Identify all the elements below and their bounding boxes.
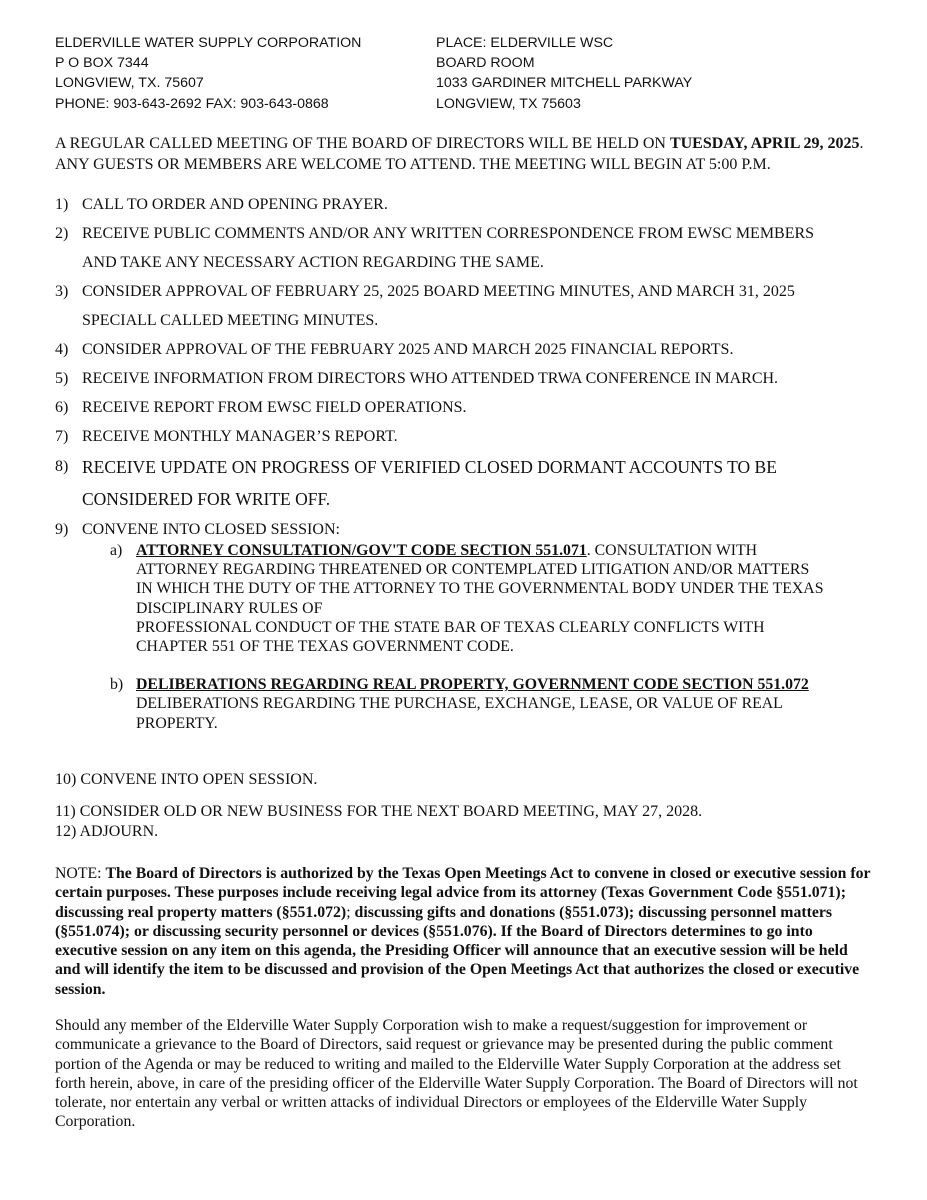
- subitem: [110, 675, 880, 733]
- agenda-item: [55, 451, 905, 515]
- agenda-item: [55, 219, 905, 277]
- item-text: CONVENE INTO CLOSED SESSION:: [82, 521, 340, 538]
- agenda-item: [55, 190, 905, 219]
- subitem-heading: DELIBERATIONS REGARDING REAL PROPERTY, GOVERNMENT CODE SECTION 551.072: [136, 676, 809, 694]
- item-text: RECEIVE MONTHLY MANAGER’S REPORT.: [82, 428, 398, 445]
- item-text: SPECIALL CALLED MEETING MINUTES.: [82, 312, 379, 329]
- item-number: 9): [55, 521, 69, 538]
- item-number: 6): [55, 399, 69, 416]
- agenda-item: [55, 364, 905, 393]
- agenda-item: [55, 277, 905, 335]
- subitem-letter: a): [110, 542, 123, 559]
- item-text: RECEIVE REPORT FROM EWSC FIELD OPERATIONS.: [82, 399, 467, 416]
- item-text: CONSIDER APPROVAL OF FEBRUARY 25, 2025 BOARD MEETING MINUTES, AND MARCH 31, 2025: [82, 283, 795, 300]
- item-number: 5): [55, 370, 69, 387]
- agenda-item: [55, 515, 905, 544]
- organization-address-block: [55, 33, 361, 114]
- subitem: a) ATTORNEY CONSULTATION/GOV'T CODE SECTION 551.071. CONSULTATION WITH ATTORNEY REGARDING THREATENED OR CONTEMPLATED LITIGATION AND/OR MATTERS IN WHICH THE DUTY OF THE ATTORNEY TO THE GOVERNMENTAL BODY UNDER THE TEXAS DISCIPLINARY RULES OF PROFESSIONAL CONDUCT OF THE STATE BAR OF TEXAS CLEARLY CONFLICTS WITH CHAPTER 551 OF THE TEXAS GOVERNMENT CODE.: [110, 541, 880, 656]
- agenda-item-10: 10) CONVENE INTO OPEN SESSION.: [55, 771, 318, 788]
- item-number: 4): [55, 341, 69, 358]
- org-po-box: P O BOX 7344: [55, 55, 149, 72]
- grievance-paragraph: Should any member of the Elderville Water Supply Corporation wish to make a request/suggestion for improvement or communicate a grievance to the Board of Directors, said request or grievance may be presented during the public comment portion of the Agenda or may be reduced to writing and mailed to the Elderville Water Supply Corporation at the address set forth herein, above, in care of the presiding officer of the Elderville Water Supply Corporation. The Board of Directors will not tolerate, nor entertain any verbal or written attacks of individual Directors or employees of the Elderville Water Supply Corporation.: [55, 1017, 858, 1131]
- item-text: AND TAKE ANY NECESSARY ACTION REGARDING THE SAME.: [82, 254, 544, 271]
- item-text: RECEIVE PUBLIC COMMENTS AND/OR ANY WRITTEN CORRESPONDENCE FROM EWSC MEMBERS: [82, 225, 815, 242]
- item-text: CONSIDERED FOR WRITE OFF.: [82, 489, 331, 509]
- meeting-date: TUESDAY, APRIL 29, 2025: [669, 135, 860, 152]
- subitem-text: PROFESSIONAL CONDUCT OF THE STATE BAR OF TEXAS CLEARLY CONFLICTS WITH: [136, 618, 765, 636]
- item-number: 1): [55, 196, 69, 213]
- subitem-text: PROPERTY.: [136, 714, 218, 732]
- subitem-text: ATTORNEY REGARDING THREATENED OR CONTEMPLATED LITIGATION AND/OR MATTERS: [136, 561, 810, 579]
- org-name: ELDERVILLE WATER SUPPLY CORPORATION: [55, 35, 362, 51]
- agenda-items: [55, 190, 905, 544]
- subitem-letter: b): [110, 676, 124, 694]
- agenda-item: [55, 422, 905, 451]
- note-label: NOTE:: [55, 865, 106, 882]
- meeting-announcement: A REGULAR CALLED MEETING OF THE BOARD OF DIRECTORS WILL BE HELD ON TUESDAY, APRIL 29, 2025. ANY GUESTS OR MEMBERS ARE WELCOME TO ATTEND. THE MEETING WILL BEGIN AT 5:00 P.M.: [55, 135, 864, 173]
- agenda-item-12: 12) ADJOURN.: [55, 822, 159, 840]
- item-text: CALL TO ORDER AND OPENING PRAYER.: [82, 196, 388, 213]
- subitem-text: IN WHICH THE DUTY OF THE ATTORNEY TO THE GOVERNMENTAL BODY UNDER THE TEXAS: [136, 580, 824, 598]
- item-number: 8): [55, 458, 69, 475]
- agenda-item: [55, 335, 905, 364]
- place-city: LONGVIEW, TX 75603: [436, 95, 581, 112]
- subitem-text: DELIBERATIONS REGARDING THE PURCHASE, EXCHANGE, LEASE, OR VALUE OF REAL: [136, 695, 783, 713]
- closed-session-subitems: [110, 541, 880, 733]
- item-number: 3): [55, 283, 69, 300]
- subitem-text: DISCIPLINARY RULES OF: [136, 599, 323, 617]
- subitem-heading: ATTORNEY CONSULTATION/GOV'T CODE SECTION 551.071: [136, 542, 587, 559]
- agenda-item: [55, 393, 905, 422]
- org-phone-fax: PHONE: 903-643-2692 FAX: 903-643-0868: [55, 95, 329, 112]
- agenda-item-11: 11) CONSIDER OLD OR NEW BUSINESS FOR THE NEXT BOARD MEETING, MAY 27, 2028.: [55, 803, 703, 820]
- item-number: 7): [55, 428, 69, 445]
- org-city: LONGVIEW, TX. 75607: [55, 75, 204, 92]
- open-meetings-note: NOTE: The Board of Directors is authorized by the Texas Open Meetings Act to convene in closed or executive session for certain purposes. These purposes include receiving legal advice from its attorney (Texas Government Code §551.071); discussing real property matters (§551.072); discussing gifts and donations (§551.073); discussing personnel matters (§551.074); or discussing security personnel or devices (§551.076). If the Board of Directors determines to go into executive session on any item on this agenda, the Presiding Officer will announce that an executive session will be held and will identify the item to be discussed and provision of the Open Meetings Act that authorizes the closed or executive session.: [55, 865, 871, 998]
- item-text: RECEIVE UPDATE ON PROGRESS OF VERIFIED CLOSED DORMANT ACCOUNTS TO BE: [82, 457, 777, 477]
- place-name: PLACE: ELDERVILLE WSC: [436, 35, 614, 51]
- item-number: 2): [55, 225, 69, 242]
- meeting-place-block: [436, 33, 692, 114]
- item-text: RECEIVE INFORMATION FROM DIRECTORS WHO ATTENDED TRWA CONFERENCE IN MARCH.: [82, 370, 779, 387]
- subitem-text: CHAPTER 551 OF THE TEXAS GOVERNMENT CODE.: [136, 638, 514, 656]
- agenda-items-11-12: [55, 802, 905, 841]
- place-room: BOARD ROOM: [436, 55, 535, 72]
- item-text: CONSIDER APPROVAL OF THE FEBRUARY 2025 AND MARCH 2025 FINANCIAL REPORTS.: [82, 341, 734, 358]
- place-street: 1033 GARDINER MITCHELL PARKWAY: [436, 75, 693, 92]
